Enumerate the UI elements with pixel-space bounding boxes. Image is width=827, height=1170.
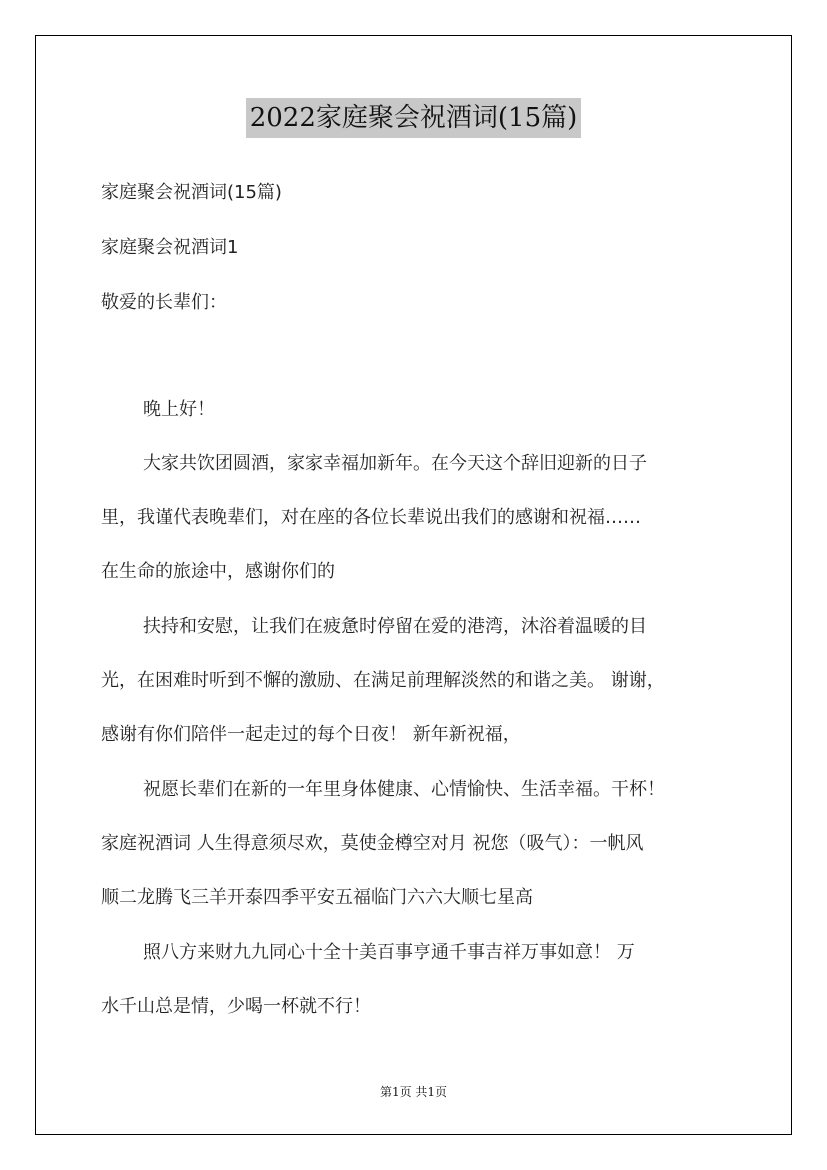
paragraph-line: 光，在困难时听到不懈的激励、在满足前理解淡然的和谐之美。 谢谢，: [101, 670, 665, 691]
paragraph-line: 家庭聚会祝酒词(15篇): [101, 182, 282, 203]
document-title: 2022家庭聚会祝酒词(15篇): [246, 98, 582, 138]
paragraph-line: 顺二龙腾飞三羊开泰四季平安五福临门六六大顺七星高: [101, 887, 533, 908]
paragraph-line: 家庭祝酒词 人生得意须尽欢，莫使金樽空对月 祝您（吸气）：一帆风: [101, 833, 644, 854]
paragraph-line: 感谢有你们陪伴一起走过的每个日夜！ 新年新祝福，: [101, 724, 521, 745]
paragraph-line: 祝愿长辈们在新的一年里身体健康、心情愉快、生活幸福。干杯！: [143, 779, 665, 800]
paragraph-line: 敬爱的长辈们：: [101, 292, 227, 313]
paragraph-line: 在生命的旅途中，感谢你们的: [101, 561, 335, 582]
paragraph-line: 晚上好！: [143, 399, 215, 420]
paragraph-line: 里，我谨代表晚辈们，对在座的各位长辈说出我们的感谢和祝福……: [101, 507, 641, 528]
paragraph-line: 家庭聚会祝酒词1: [101, 237, 239, 258]
paragraph-line: 照八方来财九九同心十全十美百事亨通千事吉祥万事如意！ 万: [143, 942, 635, 963]
paragraph-line: 水千山总是情，少喝一杯就不行！: [101, 996, 371, 1017]
title-container: [0, 98, 827, 138]
page-footer: 第1页 共1页: [379, 1085, 448, 1099]
paragraph-line: 扶持和安慰，让我们在疲惫时停留在爱的港湾，沐浴着温暖的目: [143, 616, 647, 637]
paragraph-line: 大家共饮团圆酒，家家幸福加新年。在今天这个辞旧迎新的日子: [143, 453, 647, 474]
